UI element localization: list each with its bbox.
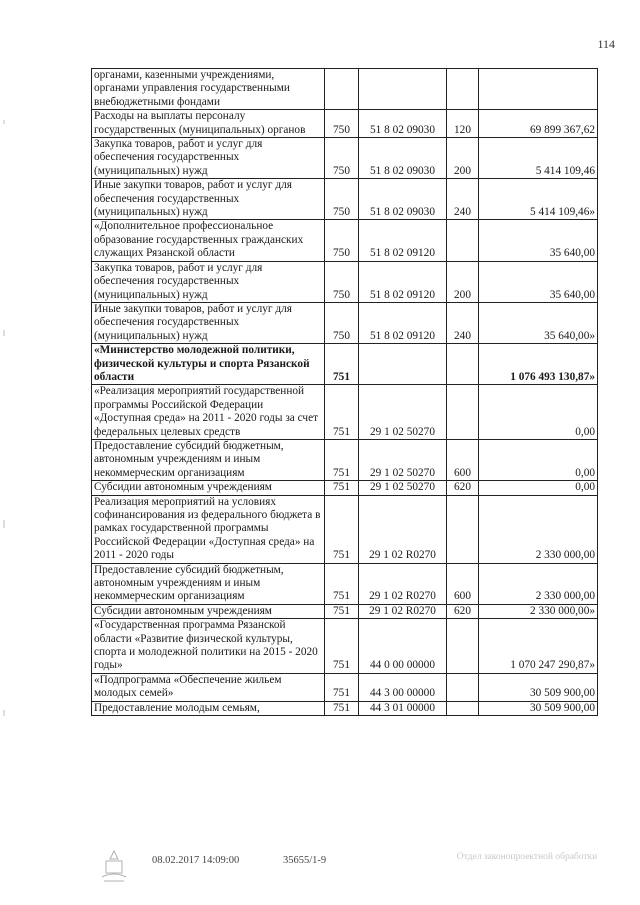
cell-expense-type: 200: [447, 138, 479, 179]
cell-expense-type: 120: [447, 110, 479, 138]
table-row: [92, 701, 598, 715]
cell-target-article: [359, 69, 447, 110]
cell-target-article: 29 1 02 50270: [359, 439, 447, 480]
budget-table: [91, 68, 598, 716]
table-row: [92, 138, 598, 179]
cell-amount: 0,00: [479, 481, 598, 495]
table-row: [92, 110, 598, 138]
cell-name: Иные закупки товаров, работ и услуг для обеспечения государственных (муниципальных) нужд: [92, 302, 325, 343]
cell-name: Предоставление субсидий бюджетным, автономным учреждениям и иным некоммерческим организациям: [92, 563, 325, 604]
cell-department-code: 751: [325, 619, 359, 674]
cell-expense-type: 240: [447, 302, 479, 343]
table-row: [92, 495, 598, 563]
cell-name: «Подпрограмма «Обеспечение жильем молодых семей»: [92, 673, 325, 701]
cell-expense-type: [447, 701, 479, 715]
cell-expense-type: [447, 69, 479, 110]
cell-department-code: 751: [325, 604, 359, 618]
cell-department-code: 751: [325, 481, 359, 495]
cell-department-code: 750: [325, 261, 359, 302]
cell-expense-type: 240: [447, 179, 479, 220]
cell-expense-type: [447, 220, 479, 261]
cell-amount: [479, 69, 598, 110]
cell-target-article: 51 8 02 09030: [359, 179, 447, 220]
cell-department-code: 751: [325, 385, 359, 440]
cell-department-code: 750: [325, 138, 359, 179]
cell-amount: 69 899 367,62: [479, 110, 598, 138]
table-row: [92, 619, 598, 674]
table-row: [92, 344, 598, 385]
cell-name: органами, казенными учреждениями, органами управления государственными внебюджетными фондами: [92, 69, 325, 110]
cell-amount: 1 076 493 130,87»: [479, 344, 598, 385]
cell-target-article: 29 1 02 50270: [359, 481, 447, 495]
department-stamp: Отдел законопроектной обработки: [456, 852, 598, 862]
table-row: [92, 563, 598, 604]
footer-timestamp: 08.02.2017 14:09:00: [152, 855, 240, 866]
cell-amount: 5 414 109,46»: [479, 179, 598, 220]
cell-target-article: 29 1 02 R0270: [359, 604, 447, 618]
cell-department-code: 750: [325, 110, 359, 138]
cell-target-article: 44 3 00 00000: [359, 673, 447, 701]
cell-amount: 2 330 000,00: [479, 495, 598, 563]
cell-department-code: 751: [325, 439, 359, 480]
cell-name: Субсидии автономным учреждениям: [92, 481, 325, 495]
cell-name: Реализация мероприятий на условиях софинансирования из федерального бюджета в рамках государственной программы Российской Федерации «Доступная среда» на 2011 - 2020 годы: [92, 495, 325, 563]
cell-expense-type: 600: [447, 439, 479, 480]
cell-name: Расходы на выплаты персоналу государственных (муниципальных) органов: [92, 110, 325, 138]
table-row: [92, 439, 598, 480]
table-row: [92, 69, 598, 110]
cell-expense-type: [447, 385, 479, 440]
cell-target-article: 44 0 00 00000: [359, 619, 447, 674]
cell-amount: 2 330 000,00: [479, 563, 598, 604]
binding-marks: [2, 100, 6, 800]
cell-expense-type: 600: [447, 563, 479, 604]
cell-name: Субсидии автономным учреждениям: [92, 604, 325, 618]
cell-target-article: 51 8 02 09030: [359, 138, 447, 179]
table-row: [92, 220, 598, 261]
cell-expense-type: 620: [447, 604, 479, 618]
cell-department-code: 751: [325, 563, 359, 604]
cell-expense-type: [447, 344, 479, 385]
cell-amount: 30 509 900,00: [479, 701, 598, 715]
table-row: [92, 385, 598, 440]
cell-target-article: 29 1 02 R0270: [359, 563, 447, 604]
cell-expense-type: [447, 619, 479, 674]
cell-name: «Дополнительное профессиональное образование государственных гражданских служащих Рязанской области: [92, 220, 325, 261]
cell-target-article: 29 1 02 50270: [359, 385, 447, 440]
table-row: [92, 179, 598, 220]
cell-amount: 35 640,00»: [479, 302, 598, 343]
cell-department-code: 751: [325, 495, 359, 563]
cell-name: Иные закупки товаров, работ и услуг для обеспечения государственных (муниципальных) нужд: [92, 179, 325, 220]
cell-department-code: 751: [325, 701, 359, 715]
table-row: [92, 261, 598, 302]
cell-name: «Государственная программа Рязанской области «Развитие физической культуры, спорта и молодежной политики на 2015 - 2020 годы»: [92, 619, 325, 674]
cell-target-article: 44 3 01 00000: [359, 701, 447, 715]
cell-department-code: 751: [325, 673, 359, 701]
cell-amount: 0,00: [479, 439, 598, 480]
cell-name: Предоставление молодым семьям,: [92, 701, 325, 715]
cell-expense-type: 200: [447, 261, 479, 302]
cell-expense-type: [447, 495, 479, 563]
cell-expense-type: [447, 673, 479, 701]
cell-amount: 2 330 000,00»: [479, 604, 598, 618]
cell-name: Предоставление субсидий бюджетным, автономным учреждениям и иным некоммерческим организациям: [92, 439, 325, 480]
cell-target-article: 29 1 02 R0270: [359, 495, 447, 563]
cell-department-code: 750: [325, 302, 359, 343]
cell-amount: 0,00: [479, 385, 598, 440]
emblem-stamp: [94, 847, 134, 887]
cell-amount: 35 640,00: [479, 261, 598, 302]
cell-amount: 5 414 109,46: [479, 138, 598, 179]
table-row: [92, 302, 598, 343]
cell-amount: 35 640,00: [479, 220, 598, 261]
page-number: 114: [597, 37, 615, 51]
cell-amount: 30 509 900,00: [479, 673, 598, 701]
cell-department-code: 750: [325, 220, 359, 261]
cell-target-article: 51 8 02 09120: [359, 261, 447, 302]
cell-amount: 1 070 247 290,87»: [479, 619, 598, 674]
cell-department-code: 751: [325, 344, 359, 385]
cell-target-article: 51 8 02 09030: [359, 110, 447, 138]
cell-name: «Реализация мероприятий государственной программы Российской Федерации «Доступная среда» на 2011 - 2020 годы за счет федеральных целевых средств: [92, 385, 325, 440]
cell-target-article: [359, 344, 447, 385]
cell-name: «Министерство молодежной политики, физической культуры и спорта Рязанской области: [92, 344, 325, 385]
table-row: [92, 481, 598, 495]
cell-expense-type: 620: [447, 481, 479, 495]
cell-department-code: [325, 69, 359, 110]
table-row: [92, 604, 598, 618]
cell-target-article: 51 8 02 09120: [359, 302, 447, 343]
table-row: [92, 673, 598, 701]
cell-department-code: 750: [325, 179, 359, 220]
cell-target-article: 51 8 02 09120: [359, 220, 447, 261]
cell-name: Закупка товаров, работ и услуг для обеспечения государственных (муниципальных) нужд: [92, 261, 325, 302]
budget-table-body: [92, 69, 598, 716]
cell-name: Закупка товаров, работ и услуг для обеспечения государственных (муниципальных) нужд: [92, 138, 325, 179]
footer-document-number: 35655/1-9: [283, 855, 327, 866]
